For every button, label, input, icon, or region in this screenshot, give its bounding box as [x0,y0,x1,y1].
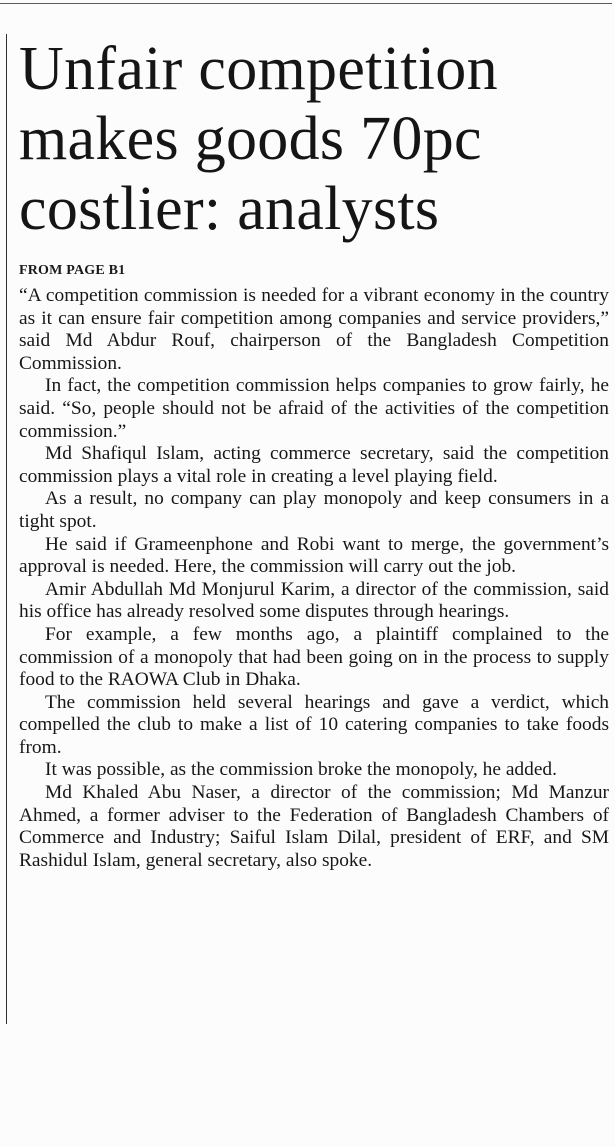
column-rule [6,34,7,1024]
top-rule [0,3,612,4]
article-body [19,285,609,872]
paragraph: As a result, no company can play monopoly and keep consumers in a tight spot. [19,488,609,532]
paragraph: Md Shafiqul Islam, acting commerce secretary, said the competition commission plays a vital role in creating a level playing field. [19,443,609,487]
paragraph: Amir Abdullah Md Monjurul Karim, a director of the commission, said his office has already resolved some disputes through hearings. [19,578,609,623]
continuation-kicker: FROM PAGE B1 [19,263,126,278]
headline: Unfair competition makes goods 70pc costlier: analysts [19,35,498,243]
paragraph: “A competition commission is needed for a vibrant economy in the country as it can ensure fair competition among companies and service providers,” said Md Abdur Rouf, chairperson of the Bangladesh Competition Commission. [19,285,609,374]
paragraph: Md Khaled Abu Naser, a director of the commission; Md Manzur Ahmed, a former adviser to the Federation of Bangladesh Chambers of Commerce and Industry; Saiful Islam Dilal, president of ERF, and SM Rashidul Islam, general secretary, also spoke. [19,782,609,871]
paragraph: In fact, the competition commission helps companies to grow fairly, he said. “So, people should not be afraid of the activities of the competition commission.” [19,375,609,442]
paragraph: For example, a few months ago, a plaintiff complained to the commission of a monopoly that had been going on in the process to supply food to the RAOWA Club in Dhaka. [19,623,609,691]
paragraph: He said if Grameenphone and Robi want to merge, the government’s approval is needed. Here, the commission will carry out the job. [19,533,609,578]
paragraph: The commission held several hearings and gave a verdict, which compelled the club to make a list of 10 catering companies to take foods from. [19,691,609,758]
paragraph: It was possible, as the commission broke the monopoly, he added. [45,759,557,781]
